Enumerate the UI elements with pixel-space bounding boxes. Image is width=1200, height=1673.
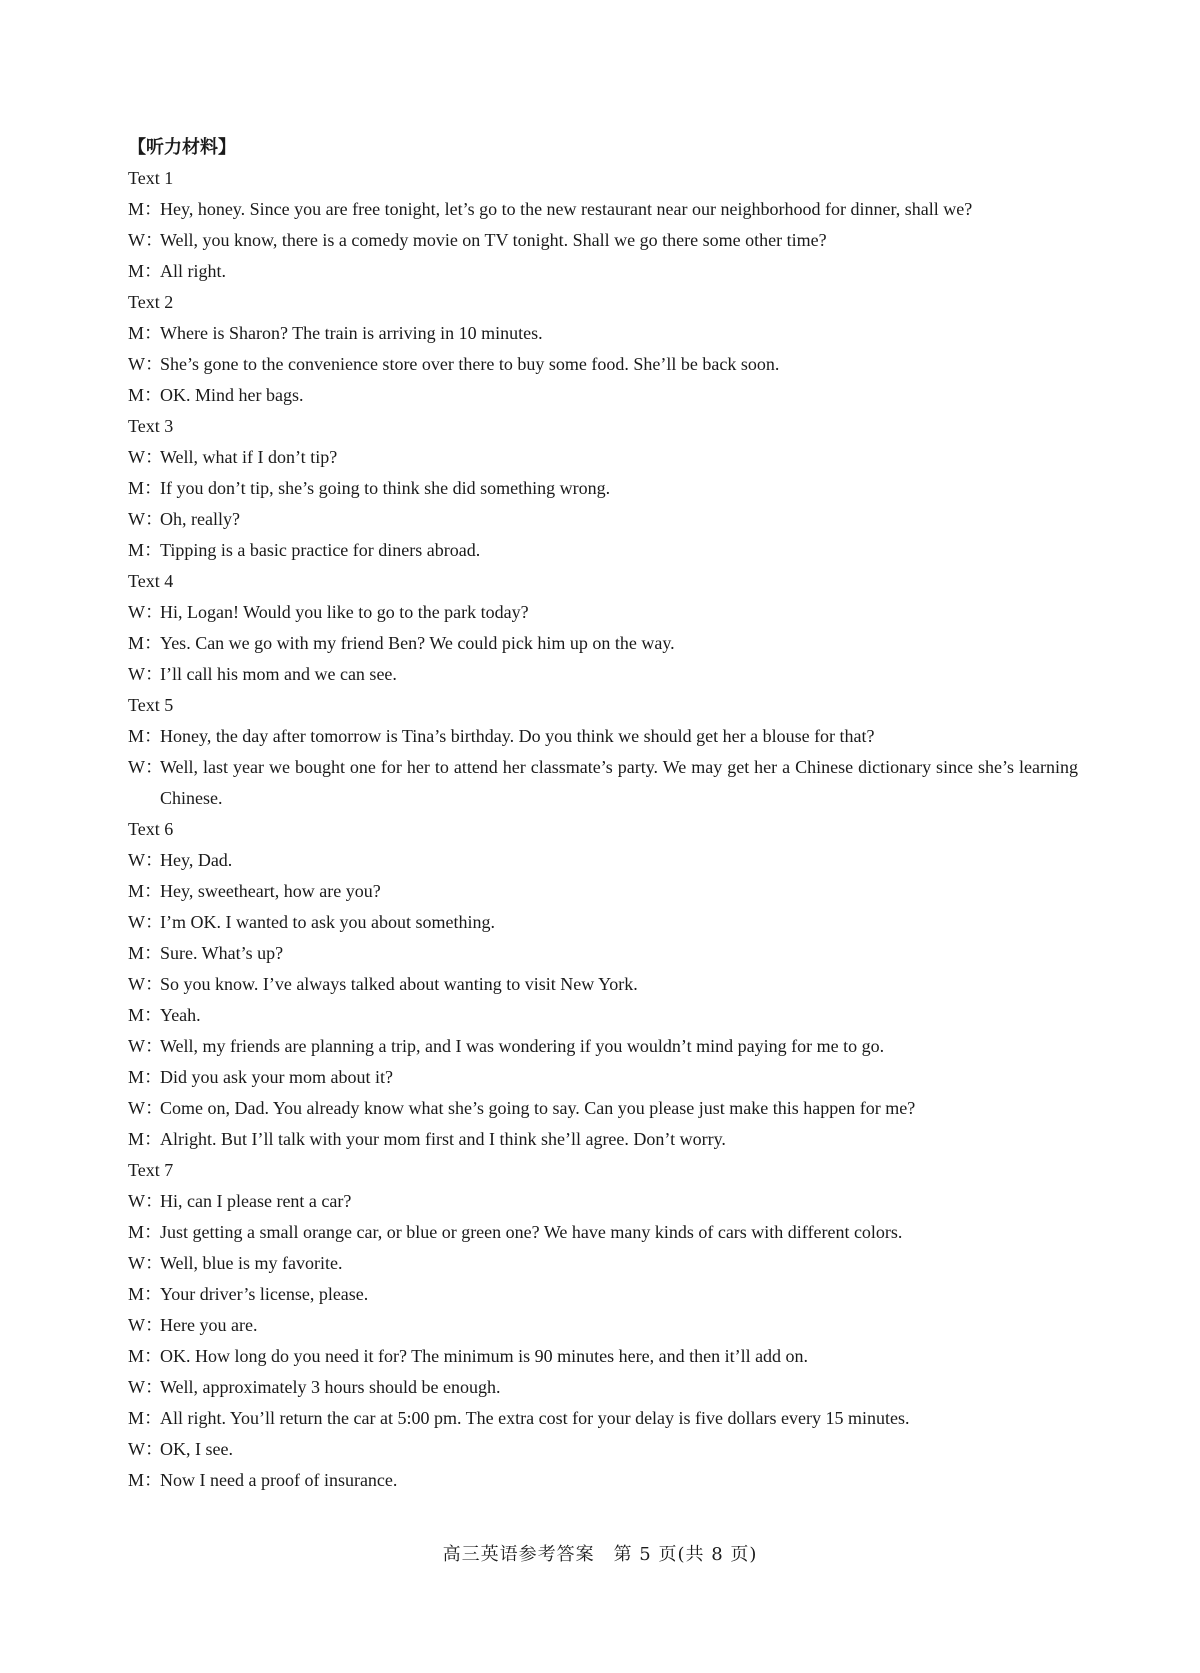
dialogue-line [128,442,1078,473]
dialogue-line [128,225,1078,256]
dialogue-line [128,349,1078,380]
utterance-text: So you know. I’ve always talked about wanting to visit New York. [160,974,638,994]
text-heading: Text 5 [128,695,174,715]
utterance-text: Where is Sharon? The train is arriving in 10 minutes. [160,323,543,343]
speaker-label: W： [128,1253,163,1273]
utterance-text: Well, last year we bought one for her to attend her classmate’s party. We may get her a Chinese dictionary since she’s learning Chinese. [160,757,1078,808]
utterance-text: All right. [160,261,226,281]
text-heading: Text 4 [128,571,174,591]
dialogue-line [128,1000,1078,1031]
speaker-label: W： [128,664,163,684]
utterance-text: OK. How long do you need it for? The minimum is 90 minutes here, and then it’ll add on. [160,1346,809,1366]
dialogue-line [128,1124,1078,1155]
page-footer: 高三英语参考答案 第 5 页(共 8 页) [442,1544,758,1565]
speaker-label: M： [128,1129,163,1149]
dialogue-line [128,1031,1078,1062]
dialogue-line [128,1310,1078,1341]
dialogue-line [128,907,1078,938]
speaker-label: M： [128,1222,163,1242]
utterance-text: Well, approximately 3 hours should be enough. [160,1377,501,1397]
utterance-text: Just getting a small orange car, or blue or green one? We have many kinds of cars with different colors. [160,1222,903,1242]
speaker-label: W： [128,1098,163,1118]
speaker-label: M： [128,633,163,653]
speaker-label: M： [128,943,163,963]
dialogue-line [128,938,1078,969]
dialogue-line [128,1248,1078,1279]
dialogue-line [128,380,1078,411]
utterance-text: Yeah. [160,1005,201,1025]
utterance-text: Here you are. [160,1315,258,1335]
document-body [128,132,1078,1496]
utterance-text: Your driver’s license, please. [160,1284,369,1304]
speaker-label: W： [128,974,163,994]
utterance-text: If you don’t tip, she’s going to think she did something wrong. [160,478,611,498]
speaker-label: M： [128,1346,163,1366]
speaker-label: M： [128,1005,163,1025]
dialogue-line [128,256,1078,287]
speaker-label: M： [128,726,163,746]
text-heading: Text 7 [128,1160,174,1180]
utterance-text: I’ll call his mom and we can see. [160,664,397,684]
utterance-text: Sure. What’s up? [160,943,284,963]
dialogue-line [128,659,1078,690]
dialogue-line [128,1279,1078,1310]
speaker-label: M： [128,1470,163,1490]
utterance-text: Well, you know, there is a comedy movie on TV tonight. Shall we go there some other time? [160,230,827,250]
speaker-label: M： [128,385,163,405]
speaker-label: W： [128,1377,163,1397]
dialogue-line [128,504,1078,535]
dialogue-line [128,1062,1078,1093]
utterance-text: Well, my friends are planning a trip, and I was wondering if you wouldn’t mind paying for me to go. [160,1036,885,1056]
utterance-text: Alright. But I’ll talk with your mom first and I think she’ll agree. Don’t worry. [160,1129,726,1149]
utterance-text: I’m OK. I wanted to ask you about something. [160,912,495,932]
utterance-text: OK. Mind her bags. [160,385,304,405]
dialogue-line [128,752,1078,814]
utterance-text: Hi, can I please rent a car? [160,1191,352,1211]
transcript [128,163,1078,1496]
dialogue-line [128,721,1078,752]
utterance-text: Tipping is a basic practice for diners abroad. [160,540,481,560]
speaker-label: W： [128,757,163,777]
speaker-label: M： [128,1067,163,1087]
text-heading: Text 2 [128,292,174,312]
utterance-text: Well, blue is my favorite. [160,1253,343,1273]
dialogue-line [128,1403,1078,1434]
dialogue-line [128,1372,1078,1403]
utterance-text: Yes. Can we go with my friend Ben? We could pick him up on the way. [160,633,675,653]
speaker-label: W： [128,1439,163,1459]
utterance-text: Hey, sweetheart, how are you? [160,881,381,901]
speaker-label: W： [128,230,163,250]
speaker-label: W： [128,509,163,529]
speaker-label: W： [128,354,163,374]
speaker-label: M： [128,1284,163,1304]
utterance-text: Hey, Dad. [160,850,233,870]
speaker-label: M： [128,478,163,498]
dialogue-line [128,845,1078,876]
utterance-text: Well, what if I don’t tip? [160,447,338,467]
speaker-label: W： [128,1315,163,1335]
speaker-label: W： [128,1036,163,1056]
speaker-label: M： [128,540,163,560]
dialogue-line [128,194,1078,225]
utterance-text: Hey, honey. Since you are free tonight, let’s go to the new restaurant near our neighborhood for dinner, shall we? [160,199,973,219]
dialogue-line [128,318,1078,349]
speaker-label: M： [128,881,163,901]
dialogue-line [128,1434,1078,1465]
utterance-text: All right. You’ll return the car at 5:00 pm. The extra cost for your delay is five dollars every 15 minutes. [160,1408,910,1428]
speaker-label: W： [128,602,163,622]
utterance-text: Hi, Logan! Would you like to go to the park today? [160,602,529,622]
dialogue-line [128,597,1078,628]
speaker-label: M： [128,323,163,343]
utterance-text: Did you ask your mom about it? [160,1067,393,1087]
speaker-label: W： [128,912,163,932]
speaker-label: M： [128,1408,163,1428]
utterance-text: Honey, the day after tomorrow is Tina’s birthday. Do you think we should get her a blouse for that? [160,726,875,746]
speaker-label: M： [128,261,163,281]
dialogue-line [128,1341,1078,1372]
text-heading: Text 6 [128,819,174,839]
utterance-text: Now I need a proof of insurance. [160,1470,398,1490]
dialogue-line [128,876,1078,907]
utterance-text: Come on, Dad. You already know what she’s going to say. Can you please just make this happen for me? [160,1098,916,1118]
dialogue-line [128,969,1078,1000]
utterance-text: Oh, really? [160,509,240,529]
text-heading: Text 1 [128,168,174,188]
dialogue-line [128,1465,1078,1496]
dialogue-line [128,1186,1078,1217]
utterance-text: OK, I see. [160,1439,233,1459]
speaker-label: W： [128,850,163,870]
dialogue-line [128,628,1078,659]
utterance-text: She’s gone to the convenience store over there to buy some food. She’ll be back soon. [160,354,780,374]
speaker-label: W： [128,447,163,467]
section-title: 【听力材料】 [128,137,236,158]
text-heading: Text 3 [128,416,174,436]
speaker-label: M： [128,199,163,219]
dialogue-line [128,535,1078,566]
dialogue-line [128,1217,1078,1248]
dialogue-line [128,473,1078,504]
dialogue-line [128,1093,1078,1124]
speaker-label: W： [128,1191,163,1211]
